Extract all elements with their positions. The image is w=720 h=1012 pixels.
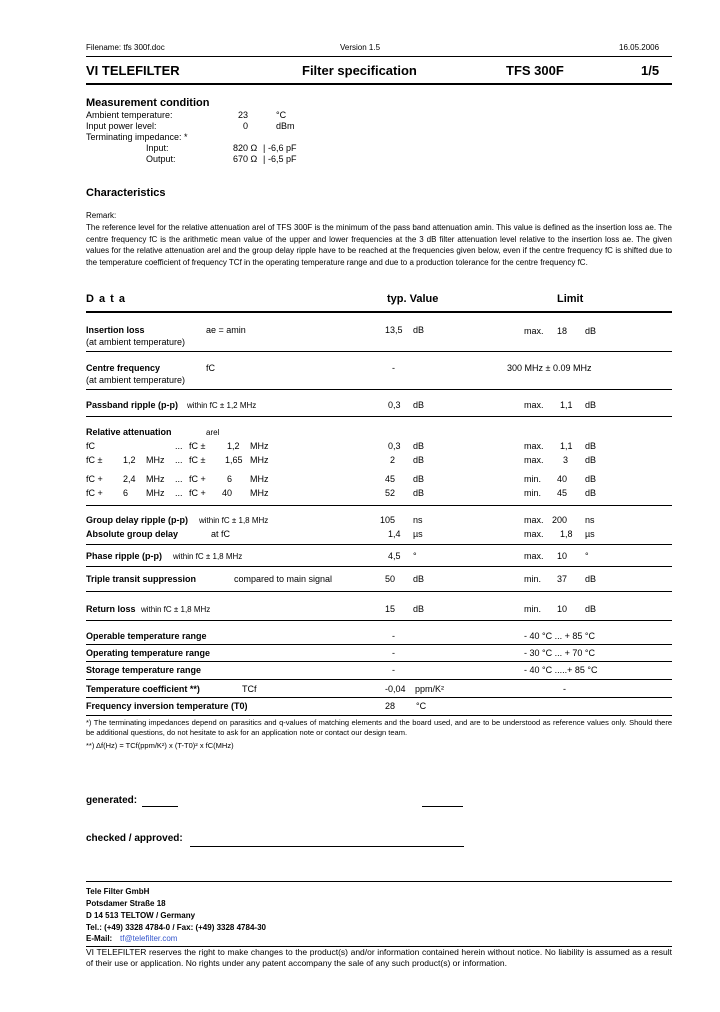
centre-sub: (at ambient temperature) bbox=[86, 375, 186, 385]
group-ripple-label: Group delay ripple (p-p) bbox=[86, 515, 189, 525]
row-rule bbox=[86, 505, 672, 506]
freq-inv-typ: 28 bbox=[385, 701, 396, 711]
footer-disclaimer: VI TELEFILTER reserves the right to make changes to the product(s) and/or information contained herein without notice. No liability is assumed as a result of their use or application. No rights under any patent accompany the sale of any such product(s) or information. bbox=[86, 947, 672, 968]
generated-line-2 bbox=[422, 806, 463, 807]
phase-lim-unit: ° bbox=[585, 551, 589, 561]
rel-row2-b: ... bbox=[175, 455, 183, 465]
rel-row4-typ: 52 bbox=[385, 488, 396, 498]
op-temp-typ: - bbox=[392, 631, 395, 641]
row-rule bbox=[86, 591, 672, 592]
passband-lim-unit: dB bbox=[585, 400, 597, 410]
measurement-title: Measurement condition bbox=[86, 97, 210, 109]
temp-coef-cond: TCf bbox=[242, 684, 257, 694]
relative-label: Relative attenuation bbox=[86, 427, 172, 437]
rel-row4-typ-unit: dB bbox=[413, 488, 425, 498]
rel-row4-d: 40 bbox=[222, 488, 233, 498]
insertion-lim-unit: dB bbox=[585, 326, 597, 336]
rel-row3-lim-pre: min. bbox=[524, 474, 542, 484]
centre-label: Centre frequency bbox=[86, 363, 161, 373]
note-star: *) The terminating impedances depend on parasitics and q-values of matching elements and the board used, and are to be understood as reference values only. Should there be additional questions, do not hesitate to ask for an application note or contact our design team. bbox=[86, 718, 672, 737]
rel-row3-typ: 45 bbox=[385, 474, 396, 484]
centre-typ: - bbox=[392, 363, 395, 373]
row-rule bbox=[86, 351, 672, 352]
triple-lim-unit: dB bbox=[585, 574, 597, 584]
rel-row4-c: fC + bbox=[189, 488, 206, 498]
row-rule bbox=[86, 620, 672, 621]
rel-row4-a2: 6 bbox=[123, 488, 129, 498]
table-head-limit: Limit bbox=[557, 293, 584, 305]
temp-coef-label: Temperature coefficient **) bbox=[86, 684, 200, 694]
rel-row2-lim-unit: dB bbox=[585, 455, 597, 465]
row-rule bbox=[86, 715, 672, 716]
rel-row3-lim-unit: dB bbox=[585, 474, 597, 484]
rel-row3-lim: 40 bbox=[557, 474, 568, 484]
row-rule bbox=[86, 679, 672, 680]
insertion-typ-unit: dB bbox=[413, 325, 425, 335]
footer-email-link[interactable]: tf@telefilter.com bbox=[120, 934, 178, 943]
rel-row1-d: 1,2 bbox=[227, 441, 240, 451]
return-lim-unit: dB bbox=[585, 604, 597, 614]
output-unit: -6,5 pF bbox=[268, 154, 297, 164]
abs-group-lim-pre: max. bbox=[524, 529, 544, 539]
triple-typ-unit: dB bbox=[413, 574, 425, 584]
rel-row3-a2: 2,4 bbox=[123, 474, 136, 484]
passband-lim-pre: max. bbox=[524, 400, 544, 410]
insertion-lim: 18 bbox=[557, 326, 568, 336]
rel-row2-typ-unit: dB bbox=[413, 455, 425, 465]
abs-group-typ-unit: µs bbox=[413, 529, 423, 539]
phase-lim: 10 bbox=[557, 551, 568, 561]
return-label: Return loss bbox=[86, 604, 136, 614]
insertion-typ: 13,5 bbox=[385, 325, 403, 335]
temp-coef-lim: - bbox=[563, 684, 566, 694]
rel-row2-a2: 1,2 bbox=[123, 455, 136, 465]
checked-line bbox=[190, 846, 464, 847]
return-lim-pre: min. bbox=[524, 604, 542, 614]
rel-row3-d: 6 bbox=[227, 474, 233, 484]
rel-row1-lim-pre: max. bbox=[524, 441, 544, 451]
rel-row2-typ: 2 bbox=[390, 455, 396, 465]
table-head-rule bbox=[86, 311, 672, 313]
rel-row1-typ: 0,3 bbox=[388, 441, 401, 451]
abs-group-cond: at fC bbox=[211, 529, 231, 539]
op-temp-lim: - 40 °C ... + 85 °C bbox=[524, 631, 595, 641]
rel-row4-a: fC + bbox=[86, 488, 103, 498]
output-value: 670 Ω bbox=[233, 154, 258, 164]
output-label: Output: bbox=[146, 154, 176, 164]
rel-row3-a3: MHz bbox=[146, 474, 165, 484]
rel-row4-lim-unit: dB bbox=[585, 488, 597, 498]
output-unit-separator: | bbox=[263, 154, 266, 164]
row-rule bbox=[86, 544, 672, 545]
input-value: 820 Ω bbox=[233, 143, 258, 153]
header-version: Version 1.5 bbox=[340, 43, 381, 52]
return-typ-unit: dB bbox=[413, 604, 425, 614]
abs-group-label: Absolute group delay bbox=[86, 529, 179, 539]
terminating-label: Terminating impedance: * bbox=[86, 132, 188, 142]
rel-row1-lim-unit: dB bbox=[585, 441, 597, 451]
input-unit: -6,6 pF bbox=[268, 143, 297, 153]
triple-cond: compared to main signal bbox=[234, 574, 333, 584]
power-unit: dBm bbox=[276, 121, 295, 131]
passband-typ-unit: dB bbox=[413, 400, 425, 410]
group-ripple-lim-pre: max. bbox=[524, 515, 544, 525]
power-label: Input power level: bbox=[86, 121, 157, 131]
footer-tel: Tel.: (+49) 3328 4784-0 / Fax: (+49) 3328 4784-30 bbox=[86, 923, 266, 932]
rel-row2-lim-pre: max. bbox=[524, 455, 544, 465]
abs-group-lim-unit: µs bbox=[585, 529, 595, 539]
rel-row3-typ-unit: dB bbox=[413, 474, 425, 484]
rel-row2-a: fC ± bbox=[86, 455, 103, 465]
oper-temp-lim: - 30 °C ... + 70 °C bbox=[524, 648, 595, 658]
rel-row2-a3: MHz bbox=[146, 455, 165, 465]
footer-street: Potsdamer Straße 18 bbox=[86, 899, 166, 908]
header-rule bbox=[86, 56, 672, 57]
freq-inv-label: Frequency inversion temperature (T0) bbox=[86, 701, 248, 711]
header-date: 16.05.2006 bbox=[619, 43, 660, 52]
group-ripple-typ: 105 bbox=[380, 515, 396, 525]
stor-temp-typ: - bbox=[392, 665, 395, 675]
phase-label: Phase ripple (p-p) bbox=[86, 551, 163, 561]
phase-cond: within fC ± 1,8 MHz bbox=[173, 552, 243, 561]
header-company: VI TELEFILTER bbox=[86, 63, 180, 78]
rel-row3-a: fC + bbox=[86, 474, 103, 484]
footer-email-label: E-Mail: bbox=[86, 934, 113, 943]
insertion-lim-pre: max. bbox=[524, 326, 544, 336]
freq-inv-typ-unit: °C bbox=[416, 701, 427, 711]
triple-lim-pre: min. bbox=[524, 574, 542, 584]
remark-text: The reference level for the relative attenuation arel of TFS 300F is the minimum of the pass band attenuation amin. This value is defined as the insertion loss ae. The centre frequency fC is the arithmetic mean value of the upper and lower frequencies at the 3 dB filter attenuation level relative to the insertion loss ae. The given values for the relative attenuation arel and the group delay ripple have to be reached at the frequencies given below, even if the centre frequency fC is shifted due to the temperature coefficient of frequency TCf in the operating temperature range and due to a production tolerance for the centre frequency fC. bbox=[86, 223, 672, 267]
passband-typ: 0,3 bbox=[388, 400, 401, 410]
generated-line bbox=[142, 806, 178, 807]
row-rule bbox=[86, 661, 672, 662]
rel-row1-e: MHz bbox=[250, 441, 269, 451]
generated-label: generated: bbox=[86, 795, 138, 806]
row-rule bbox=[86, 389, 672, 390]
ambient-unit: °C bbox=[276, 110, 287, 120]
header-page: 1/5 bbox=[641, 63, 660, 78]
rel-row4-a3: MHz bbox=[146, 488, 165, 498]
centre-cond: fC bbox=[206, 363, 215, 373]
insertion-sub: (at ambient temperature) bbox=[86, 337, 186, 347]
note-star2: **) Δf(Hz) = TCf(ppm/K²) x (T-T0)² x fC(MHz) bbox=[86, 741, 234, 750]
rel-row1-typ-unit: dB bbox=[413, 441, 425, 451]
rel-row2-c: fC ± bbox=[189, 455, 206, 465]
input-unit-separator: | bbox=[263, 143, 266, 153]
rel-row3-c: fC + bbox=[189, 474, 206, 484]
triple-typ: 50 bbox=[385, 574, 396, 584]
remark-label: Remark: bbox=[86, 211, 117, 220]
rel-row4-b: ... bbox=[175, 488, 183, 498]
temp-coef-typ-unit: ppm/K² bbox=[415, 684, 445, 694]
rel-row2-d: 1,65 bbox=[225, 455, 243, 465]
group-ripple-lim: 200 bbox=[552, 515, 568, 525]
op-temp-label: Operable temperature range bbox=[86, 631, 207, 641]
abs-group-typ: 1,4 bbox=[388, 529, 401, 539]
checked-label: checked / approved: bbox=[86, 833, 183, 844]
passband-lim: 1,1 bbox=[560, 400, 573, 410]
ambient-value: 23 bbox=[238, 110, 249, 120]
group-ripple-cond: within fC ± 1,8 MHz bbox=[199, 516, 269, 525]
table-head-data: D a t a bbox=[86, 293, 127, 305]
footer-city: D 14 513 TELTOW / Germany bbox=[86, 911, 196, 920]
stor-temp-lim: - 40 °C .....+ 85 °C bbox=[524, 665, 598, 675]
row-rule bbox=[86, 697, 672, 698]
passband-label: Passband ripple (p-p) bbox=[86, 400, 179, 410]
phase-typ-unit: ° bbox=[413, 551, 417, 561]
triple-lim: 37 bbox=[557, 574, 568, 584]
rel-row2-e: MHz bbox=[250, 455, 269, 465]
ambient-label: Ambient temperature: bbox=[86, 110, 173, 120]
header-doc-title: Filter specification bbox=[302, 63, 417, 78]
row-rule bbox=[86, 644, 672, 645]
rel-row4-lim: 45 bbox=[557, 488, 568, 498]
phase-typ: 4,5 bbox=[388, 551, 401, 561]
row-rule bbox=[86, 416, 672, 417]
rel-row1-a: fC bbox=[86, 441, 95, 451]
passband-cond: within fC ± 1,2 MHz bbox=[187, 401, 257, 410]
temp-coef-typ: -0,04 bbox=[385, 684, 406, 694]
rel-row3-e: MHz bbox=[250, 474, 269, 484]
centre-lim: 300 MHz ± 0.09 MHz bbox=[507, 363, 592, 373]
stor-temp-label: Storage temperature range bbox=[86, 665, 202, 675]
oper-temp-label: Operating temperature range bbox=[86, 648, 211, 658]
rel-row4-e: MHz bbox=[250, 488, 269, 498]
header-rule-bold bbox=[86, 83, 672, 85]
row-rule bbox=[86, 566, 672, 567]
rel-row2-lim: 3 bbox=[563, 455, 569, 465]
return-typ: 15 bbox=[385, 604, 396, 614]
abs-group-lim: 1,8 bbox=[560, 529, 573, 539]
rel-row3-b: ... bbox=[175, 474, 183, 484]
return-lim: 10 bbox=[557, 604, 568, 614]
header-product: TFS 300F bbox=[506, 63, 564, 78]
rel-row1-b: ... bbox=[175, 441, 183, 451]
table-head-typ: typ. Value bbox=[387, 293, 439, 305]
group-ripple-lim-unit: ns bbox=[585, 515, 595, 525]
characteristics-title: Characteristics bbox=[86, 187, 166, 199]
phase-lim-pre: max. bbox=[524, 551, 544, 561]
oper-temp-typ: - bbox=[392, 648, 395, 658]
insertion-cond: ae = amin bbox=[206, 325, 246, 335]
header-filename: Filename: tfs 300f.doc bbox=[86, 43, 165, 52]
triple-label: Triple transit suppression bbox=[86, 574, 197, 584]
rel-row1-lim: 1,1 bbox=[560, 441, 573, 451]
rel-row1-c: fC ± bbox=[189, 441, 206, 451]
rel-row4-lim-pre: min. bbox=[524, 488, 542, 498]
power-value: 0 bbox=[243, 121, 249, 131]
relative-sym: arel bbox=[206, 428, 220, 437]
return-cond: within fC ± 1,8 MHz bbox=[141, 605, 211, 614]
group-ripple-typ-unit: ns bbox=[413, 515, 423, 525]
input-label: Input: bbox=[146, 143, 169, 153]
footer-rule bbox=[86, 881, 672, 882]
insertion-label: Insertion loss bbox=[86, 325, 145, 335]
footer-company: Tele Filter GmbH bbox=[86, 887, 150, 896]
